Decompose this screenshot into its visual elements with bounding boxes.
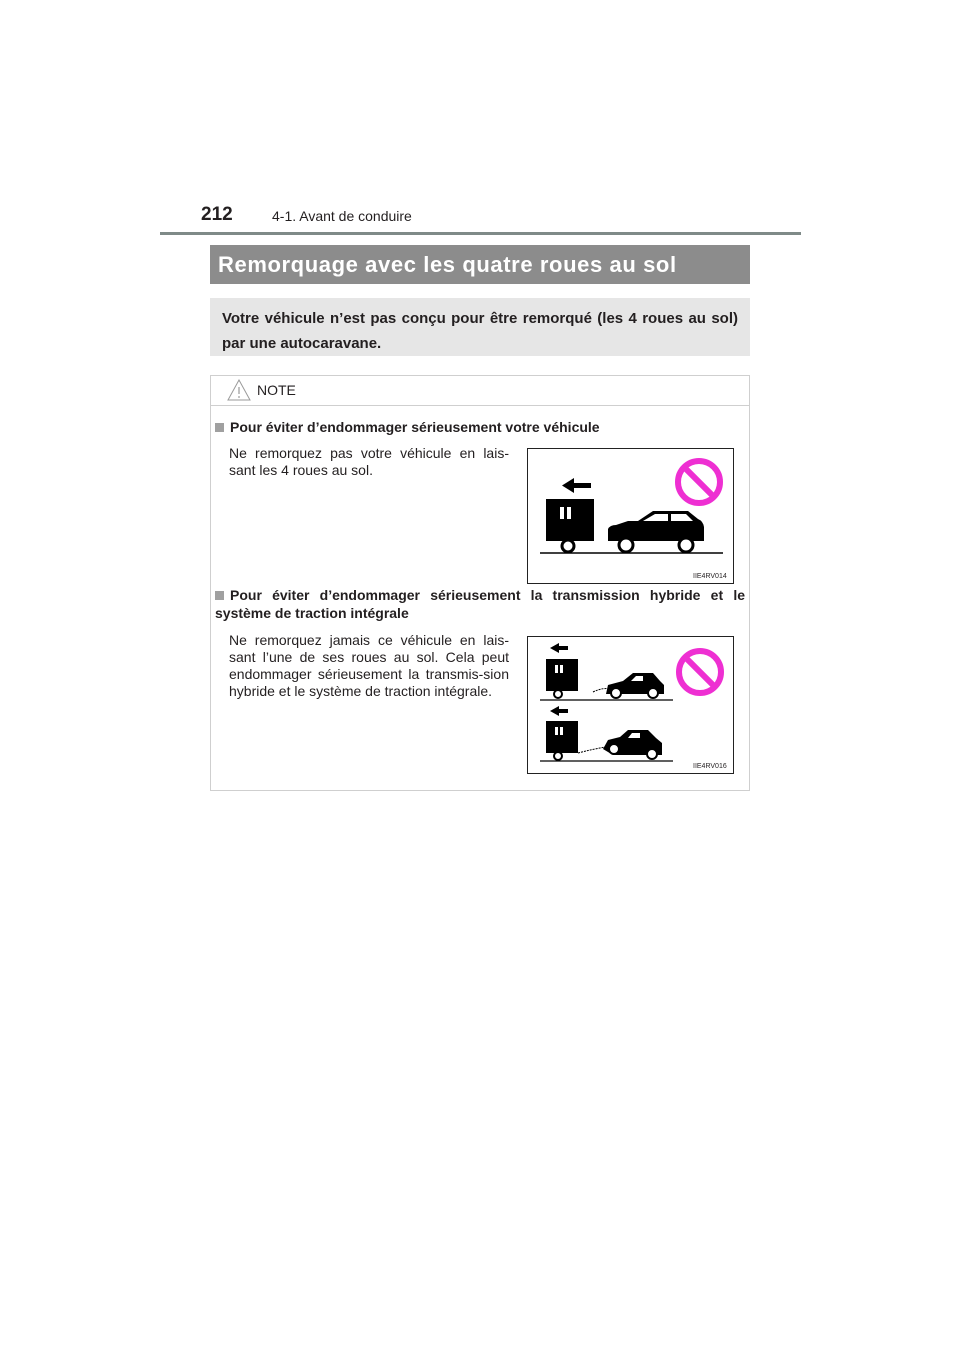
header-rule	[160, 232, 801, 235]
note-item-1-title	[215, 418, 745, 436]
page-number: 212	[201, 204, 233, 225]
note-item-1-text: Ne remorquez pas votre véhicule en lais-sant les 4 roues au sol.	[229, 445, 509, 478]
square-bullet-icon	[215, 423, 224, 432]
figure-code: IIE4RV014	[693, 573, 727, 580]
figure-partial-towing-prohibited	[527, 636, 734, 774]
warning-triangle-icon	[227, 379, 251, 401]
note-item-1-title-text: Pour éviter d’endommager sérieusement votre véhicule	[230, 419, 600, 435]
intro-box	[210, 298, 750, 356]
figure-towing-prohibited	[527, 448, 734, 584]
note-label: NOTE	[257, 382, 296, 398]
note-item-2-text: Ne remorquez jamais ce véhicule en lais-sant l’une de ses roues au sol. Cela peut endommager sérieusement la transmis-sion hybride et le système de traction intégrale.	[229, 632, 509, 699]
note-box	[210, 375, 750, 791]
partial-towing-prohibited-illustration	[528, 637, 733, 773]
note-header	[211, 376, 749, 406]
chapter-title: 4-1. Avant de conduire	[272, 208, 412, 224]
section-title: Remorquage avec les quatre roues au sol	[210, 245, 750, 284]
figure-code: IIE4RV016	[693, 763, 727, 770]
note-item-2-title	[215, 586, 745, 622]
note-item-2-title-text: Pour éviter d’endommager sérieusement la transmission hybride et le système de traction intégrale	[215, 587, 745, 621]
towing-prohibited-illustration	[528, 449, 733, 583]
square-bullet-icon	[215, 591, 224, 600]
intro-text: Votre véhicule n’est pas conçu pour être remorqué (les 4 roues au sol) par une autocaravane.	[222, 310, 738, 352]
